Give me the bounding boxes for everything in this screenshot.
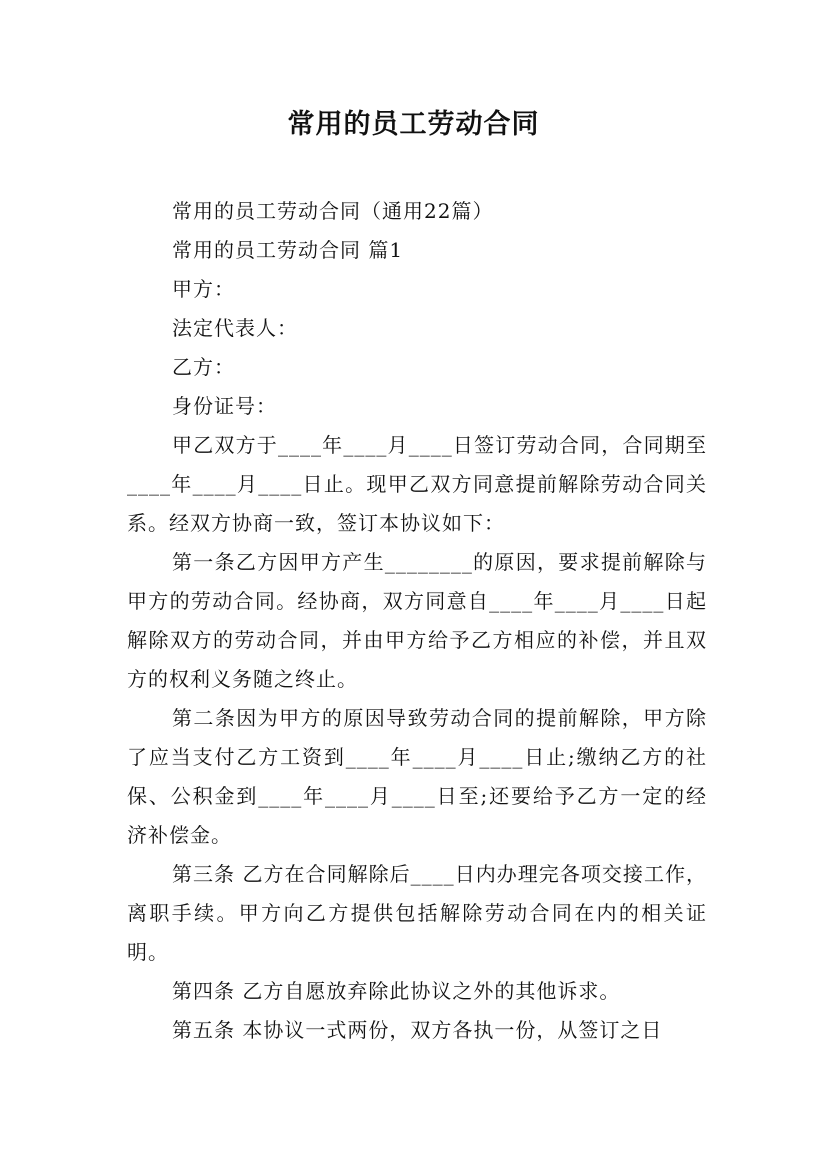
document-body: [127, 192, 707, 1050]
paragraph-preamble: 甲乙双方于____年____月____日签订劳动合同，合同期至____年____月____日止。现甲乙双方同意提前解除劳动合同关系。经双方协商一致，签订本协议如下：: [127, 433, 707, 535]
paragraph-article-1: 第一条乙方因甲方产生________的原因，要求提前解除与甲方的劳动合同。经协商，双方同意自____年____月____日起解除双方的劳动合同，并由甲方给予乙方相应的补偿，并且双方的权利义务随之终止。: [127, 550, 707, 691]
paragraph-party-a: 甲方：: [172, 277, 235, 301]
paragraph-article-3: 第三条 乙方在合同解除后____日内办理完各项交接工作，离职手续。甲方向乙方提供包括解除劳动合同在内的相关证明。: [127, 862, 707, 964]
paragraph-article-5: 第五条 本协议一式两份，双方各执一份，从签订之日: [172, 1018, 663, 1042]
document-title: 常用的员工劳动合同: [287, 109, 540, 140]
paragraph-article-4: 第四条 乙方自愿放弃除此协议之外的其他诉求。: [172, 979, 621, 1003]
paragraph-article-2: 第二条因为甲方的原因导致劳动合同的提前解除，甲方除了应当支付乙方工资到____年____月____日止;缴纳乙方的社保、公积金到____年____月____日至;还要给予乙方一定的经济补偿金。: [127, 706, 707, 847]
paragraph-section-heading: 常用的员工劳动合同 篇1: [172, 238, 404, 262]
paragraph-party-b: 乙方：: [172, 355, 235, 379]
paragraph-legal-representative: 法定代表人：: [172, 316, 298, 340]
paragraph-subtitle: 常用的员工劳动合同（通用22篇）: [172, 199, 494, 223]
paragraph-id-number: 身份证号：: [172, 394, 277, 418]
